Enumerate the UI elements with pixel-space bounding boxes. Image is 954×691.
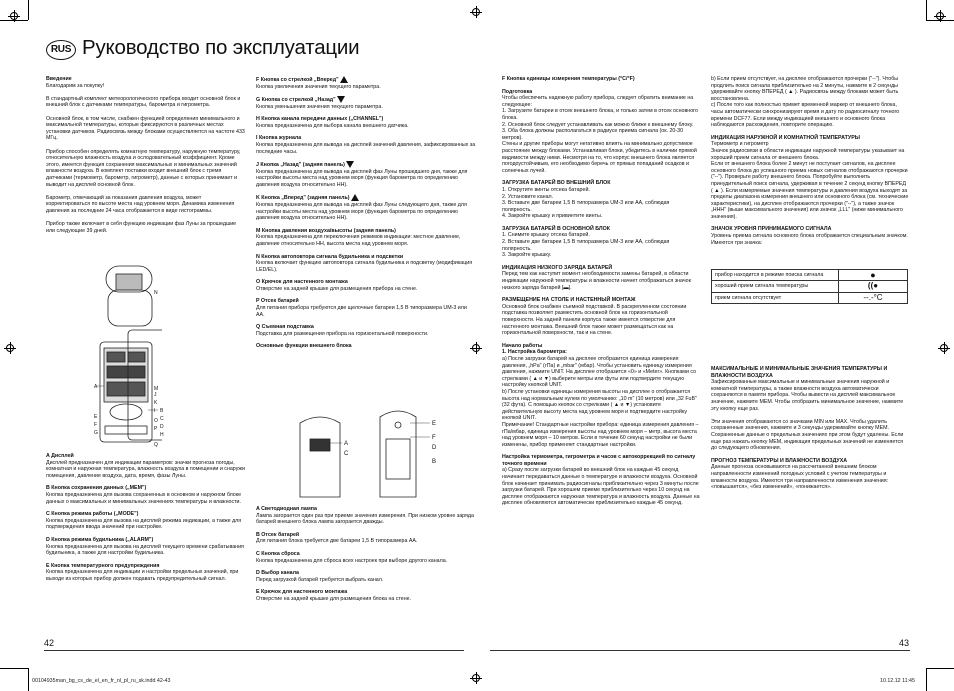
section-heading: РАЗМЕЩЕНИЕ НА СТОЛЕ И НАСТЕННЫЙ МОНТАЖ bbox=[502, 297, 636, 304]
table-row bbox=[712, 292, 908, 303]
item-text: Лампа загорается один раз при приеме значения измерения. При низком уровне заряда батарей внешнего блока лампа загорается дважды. bbox=[256, 512, 474, 526]
section-heading: ЗНАЧОК УРОВНЯ ПРИНИМАЕМОГО СИГНАЛА bbox=[711, 226, 832, 233]
section-heading: ИНДИКАЦИЯ НАРУЖНОЙ И КОМНАТНОЙ ТЕМПЕРАТУРЫ bbox=[711, 134, 860, 141]
crop-mark bbox=[28, 0, 29, 20]
item-text: Кнопка предназначена для вызова сохраненных в основном и наружном блоке данных о максимальных и минимальных значениях температуры и влажности. bbox=[46, 491, 242, 505]
item-heading: A Дисплей bbox=[46, 453, 74, 459]
figure-label: D bbox=[432, 445, 437, 451]
crop-mark bbox=[28, 668, 29, 691]
back-panel-illustration bbox=[100, 290, 162, 450]
page-rule bbox=[44, 650, 464, 651]
down-arrow-icon bbox=[346, 161, 354, 168]
section-heading: Начало работы bbox=[502, 342, 543, 349]
item-heading: D Кнопка режима будильника („ALARM") bbox=[46, 536, 154, 543]
section-heading: МАКСИМАЛЬНЫЕ И МИНИМАЛЬНЫЕ ЗНАЧЕНИЯ ТЕМПЕРАТУРЫ И ВЛАЖНОСТИ ВОЗДУХА bbox=[711, 366, 888, 379]
crop-mark bbox=[926, 20, 954, 21]
right-column-2 bbox=[711, 76, 909, 252]
section-heading: ЗАГРУЗКА БАТАРЕЙ ВО ВНЕШНИЙ БЛОК bbox=[502, 180, 611, 187]
figure-label: E bbox=[432, 421, 437, 427]
item-heading: H Кнопка канала передачи данных („CHANNEL") bbox=[256, 116, 384, 123]
item-heading: N Кнопка автоповтора сигнала будильника и подсветки bbox=[256, 253, 404, 260]
page-number-left: 42 bbox=[44, 638, 55, 648]
item-heading: K Кнопка „Вперед" (задняя панель) bbox=[256, 195, 350, 202]
crop-mark bbox=[926, 0, 927, 20]
left-column-items bbox=[46, 453, 246, 589]
item-heading: O Крючок для настенного монтажа bbox=[256, 279, 348, 286]
item-heading: A Светодиодная лампа bbox=[256, 506, 317, 512]
item-heading: J Кнопка „Назад" (задняя панель) bbox=[256, 162, 345, 169]
crop-mark bbox=[926, 668, 954, 669]
up-arrow-icon bbox=[351, 194, 359, 201]
item-text: Отверстие на задней крышке для размещения блока на стене. bbox=[256, 595, 412, 602]
table-cell: прием сигнала отсутствует bbox=[712, 292, 839, 303]
item-heading: E Крючок для настенного монтажа bbox=[256, 589, 348, 596]
figure-label: P bbox=[154, 426, 158, 432]
section-subheading: 1. Настройка барометра: bbox=[502, 349, 567, 356]
section-text: Уровень приема сигнала основного блока отображается специальным значком. Имеются три значка: bbox=[711, 233, 908, 246]
item-heading: E Кнопка температурного предупреждения bbox=[46, 562, 160, 569]
language-badge: RUS bbox=[46, 40, 76, 60]
item-heading: I Кнопка журнала bbox=[256, 135, 302, 142]
figure-label: B bbox=[160, 408, 164, 414]
item-text: Кнопка предназначена для переключения режимов индикации: местное давление, давление относительно НН, высота места над уровнем моря. bbox=[256, 234, 461, 247]
table-row bbox=[712, 270, 908, 281]
outdoor-section-heading: Основные функции внешнего блока bbox=[256, 343, 352, 350]
figure-label: C bbox=[160, 416, 164, 422]
item-heading: P Отсек батарей bbox=[256, 298, 299, 305]
item-text: Кнопка включает функцию автоповтора сигнала будильника и подсветку (модификация LED/EL). bbox=[256, 260, 473, 273]
item-text: Кнопка предназначена для вывода на дисплей фаз Луны следующего дня, также для настройки высоты места над уровнем моря (функция барометра по определению давления воздуха относительно НН). bbox=[256, 201, 467, 222]
item-heading: Q Съемная подставка bbox=[256, 324, 314, 331]
item-text: Кнопка увеличения значения текущего параметра. bbox=[256, 83, 381, 90]
item-text: Кнопка предназначена для индикации и настройки предельных значений, при выходе из которых прибор должен подавать предупредительный сигнал. bbox=[46, 569, 239, 582]
item-text: Кнопка предназначена для вывода на дисплей фаз Луны прошедшего дня, также для настройки высоты места над уровнем моря (функция барометра по определению давления воздуха относительно НН). bbox=[256, 168, 468, 188]
signal-none-icon bbox=[839, 292, 908, 303]
item-heading: M Кнопка давления воздуха/высоты (задняя панель) bbox=[256, 227, 396, 234]
crop-mark bbox=[0, 668, 28, 669]
up-arrow-icon bbox=[340, 76, 348, 83]
signal-symbol: --.-°C bbox=[863, 292, 883, 302]
right-column-1 bbox=[502, 76, 700, 513]
section-text: a) После загрузки батарей на дисплее отобразится единица измерения давления, „hPa" (гПа) и „mbar" (мбар). Чтобы установить единицу измерения давления, нажмите UNIT. На дисплее отобразится «0» и «Meter». Кнопками со стрелками ( ▲ и ▼) выберите метры или футы или подтвердите текущую настройку кнопкой UNIT. b) После установки единицы измерения высоты на дисплее о отображается высота над нормальным нулем по умолчанию: „10 m" (10 метров) или „32 FuB" (32 фута). С помощью кнопок со стрелками ( ▲ и ▼) установите действительную высоту места над уровнем моря и подтвердите настройку кнопкой UNIT. Примечание! Стандартные настройки прибора: единица измерения давления – гПа/мбар, единица измерения высоты над уровнем моря – метр, высота места над уровнем моря – 10 метров. Если в течение 60 секунд настройки не были изменены, прибор применяет стандартные настройки. bbox=[502, 355, 699, 448]
registration-mark bbox=[470, 6, 482, 18]
item-text: Кнопка предназначена для вывода на дисплей значений давления, зафиксированных за последние часы. bbox=[256, 141, 476, 155]
signal-symbol: ● bbox=[870, 270, 876, 280]
figure-label: J bbox=[154, 392, 157, 398]
section-text: Термометр и гигрометр Значок радиосвязи в области индикации наружной температуры указывает на хороший прием сигнала от внешнего блока. Если от внешнего блока более 2 минут не поступает сигналов, на дисплее основного блока до успешного приема новых сигналов отображаются прочерки ("--"). Проверьте работу внешнего блока. Попробуйте выполнить принудительный поиск сигнала, удерживая в течение 2 секунд кнопку ВПЕРЕД ( ▲ ). Если измеряемые значения температуры и давления воздуха выходят за пределы диапазона измерения внешнего или основного блока (см. технические характеристики), на дисплее отображаются прочерки ("--"), а также значок „HHH" (выше максимального значения) или значок „LLL" (ниже минимального значения). bbox=[711, 141, 909, 220]
figure-label: E bbox=[94, 414, 98, 420]
item-text: Подставка для размещения прибора на горизонтальной поверхности. bbox=[256, 330, 429, 337]
figure-label: G bbox=[94, 430, 98, 436]
signal-symbol: ((● bbox=[867, 281, 879, 291]
outdoor-items bbox=[256, 506, 476, 609]
figure-label: A bbox=[94, 384, 98, 390]
print-date: 10.12.12 11:45 bbox=[880, 678, 915, 684]
section-text: 1. Открутите винты отсека батарей. 2. Установите канал. 3. Вставьте две батареи 1,5 В типоразмера UM-3 или АА, соблюдая полярность. 4. Закройте крышку и привинтите винты. bbox=[502, 186, 670, 220]
item-text: Перед загрузкой батарей требуется выбрать канал. bbox=[256, 576, 384, 583]
section-text: Зафиксированные максимальные и минимальные значения наружной и комнатной температуры, а также влажности воздуха автоматически сохраняются в памяти прибора. Чтобы вывести на дисплей максимальное значение, нажмите MEM. Чтобы отобразить минимальное значение, нажмите эту кнопку еще раз. Эти значения отображаются со значками MIN или MAX. Чтобы удалить сохраненные значения, нажмите и 3 секунды удерживайте кнопку MEM. Сохраненные данные о предельных значениях при этом будут удалены. Если еще раз нажать кнопку MEM, индикация предельных значений не изменяется до следующего обновления. bbox=[711, 379, 904, 452]
item-text: Для питания блока требуется две батареи 1,5 В типоразмера АА. bbox=[256, 538, 418, 545]
item-text: Кнопка уменьшения значения текущего параметра. bbox=[256, 103, 383, 110]
print-file-info: 00104935man_bg_cs_de_el_en_fr_nl_pl_ru_sk.indd 42-43 bbox=[32, 678, 171, 684]
item-heading: F Кнопка единицы измерения температуры (°C/°F) bbox=[502, 76, 635, 82]
signal-search-icon bbox=[839, 270, 908, 281]
section-text: 1. Снимите крышку отсека батарей. 2. Вставьте две батареи 1,5 В типоразмера UM-3 или АА, соблюдая полярность. 3. Закройте крышку. bbox=[502, 232, 670, 259]
figure-label: M bbox=[154, 386, 159, 392]
registration-mark bbox=[938, 342, 950, 354]
section-text: Основной блок снабжен съемной подставкой. В раскрепленном состоянии подставка позволяет разместить основной блок на горизонтальной поверхности. На задней панели корпуса также имеется отверстие для настенного монтажа. Внешний блок также может размещаться как на горизонтальной поверхности, так и на стене. bbox=[502, 303, 687, 337]
figure-label: A bbox=[344, 441, 349, 447]
item-text: Дисплей предназначен для индикации параметров: значки прогноза погоды, комнатная и наружная температура, влажность воздуха в помещении и снаружи помещения, давление воздуха, дата, время, фазы Луны. bbox=[46, 459, 245, 479]
section-heading: Настройка термометра, гигрометра и часов с автокоррекцией по сигналу точного времени bbox=[502, 454, 696, 467]
figure-label: N bbox=[154, 290, 158, 296]
crop-mark bbox=[926, 668, 927, 691]
figure-label: O bbox=[154, 418, 158, 424]
item-heading: B Кнопка сохранения данных („MEM") bbox=[46, 485, 147, 492]
item-text: Кнопка предназначена для сброса всех настроек при выборе другого канала. bbox=[256, 557, 448, 564]
intro-heading: Введение bbox=[46, 76, 72, 82]
item-text: Кнопка предназначена для выбора канала внешнего датчика. bbox=[256, 122, 409, 129]
page-title: Руководство по эксплуатации bbox=[82, 36, 360, 59]
item-text: Кнопка предназначена для вызова на дисплей режима индикации, а также для подтверждения ввода значений при настройке. bbox=[46, 517, 242, 531]
page-number-right: 43 bbox=[899, 638, 910, 648]
left-column bbox=[46, 76, 246, 240]
section-text: Перед тем как наступит момент необходимости замены батарей, в области индикации наружной температуры и влажности начнет отображаться значок низкого заряда батарей [▬]. bbox=[502, 271, 691, 291]
figure-label: C bbox=[344, 451, 349, 457]
figure-label: I bbox=[154, 408, 156, 414]
section-heading: Подготовка bbox=[502, 88, 533, 95]
section-heading: ЗАГРУЗКА БАТАРЕЙ В ОСНОВНОЙ БЛОК bbox=[502, 225, 610, 232]
figure-label: F bbox=[94, 422, 98, 428]
figure-label: K bbox=[154, 400, 158, 406]
signal-level-table bbox=[711, 269, 908, 304]
table-cell: хороший прием сигнала температуры bbox=[712, 281, 839, 292]
table-cell: прибор находится в режиме поиска сигнала bbox=[712, 270, 839, 281]
item-heading: C Кнопка режима работы („MODE") bbox=[46, 511, 139, 518]
registration-mark bbox=[4, 342, 16, 354]
item-text: Кнопка предназначена для вызова на дисплей текущего времени срабатывания будильника, а также для настройки будильника. bbox=[46, 543, 244, 557]
down-arrow-icon bbox=[337, 96, 345, 103]
item-heading: D Выбор канала bbox=[256, 570, 299, 577]
item-heading: G Кнопка со стрелкой „Назад" bbox=[256, 97, 336, 103]
section-text: b) Если прием отсутствует, на дисплее отображаются прочерки ("--"). Чтобы продлить поиск сигнала приблизительно на 2 минуты, нажмите в 2 секунды удерживайте кнопку ВПЕРЕД ( ▲ ). Радиосвязь между блоками может быть восстановлена. c) После того как полностью примет временной маркер от внешнего блока, часы автоматически синхронизируют время и дату по радиосигналу точного времени DCF77. Если между индикацией внешнего и основного блока наблюдаются расхождения, повторите операцию. bbox=[711, 76, 900, 129]
crop-mark bbox=[0, 20, 28, 21]
item-heading: F Кнопка со стрелкой „Вперед" bbox=[256, 76, 339, 83]
page-rule bbox=[490, 650, 910, 651]
item-heading: B Отсек батарей bbox=[256, 531, 300, 538]
figure-label: F bbox=[432, 435, 436, 441]
item-text: Отверстие на задней крышке для размещения прибора на стене. bbox=[256, 285, 418, 292]
intro-text: Благодарим за покупку! В стандартный комплект метеорологического прибора входит основной блок и внешний блок с датчиками температуры, барометра и гигрометра. Основной блок, в том числе, снабжен функцией определения минимального и максимальной температуры, которые фиксируются в различных местах установки датчиков. Радиосвязь между блоками осуществляется на частоте 433 МГц. Прибор способен определять комнатную температуру, наружную температуру, относительную влажность воздуха и ослодовательный коэффициент. Кроме этого, имеется функция сохранения максимальных и минимальных значений влажности воздуха. В комплект поставки входит внешний блок с тремя датчиками (термометр, барометр, гигрометр), данные с которых принимает и выводит на дисплей основной блок. Барометр, отвечающий за показания давления воздуха, может корректироваться по высоте места над уровнем моря. Динамика изменения давления за последние 24 часа отображается в виде гистограммы. Прибор также включает в себя функцию индикации фаз Луны за прошедшие или следующие 39 дней. bbox=[46, 82, 245, 234]
figure-label: H bbox=[160, 432, 164, 438]
figure-label: D bbox=[160, 424, 164, 430]
section-text: Данные прогноза основываются на рассчитанной внешним блоком направленности изменений погодных условий с учетом температуры и влажности воздуха. Имеются три направленности изменения значения: «повышается», «без изменений», «понижается». bbox=[711, 464, 889, 491]
outdoor-sensor-illustration bbox=[280, 405, 450, 505]
section-heading: ПРОГНОЗ ТЕМПЕРАТУРЫ И ВЛАЖНОСТИ ВОЗДУХА bbox=[711, 457, 848, 464]
section-text: Чтобы обеспечить надежную работу прибора, следует обратить внимание на следующее: 1. Загрузите батареи в отсек внешнего блока, и только затем в отсек основного блока. 2. Основной блок следует устанавливать как можно ближе к внешнему блоку. 3. Оба блока должны располагаться в радиусе приема сигнала (ок. 20-30 метров). Стены и другие приборы могут негативно влиять на минимально допустимое расстояние между блоками. Устанавливая блоки, убедитесь в наличии прямой видимости между ними. Несмотря на то, что корпус внешнего блока является погодоустойчивым, его необходимо беречь от прямых попаданий осадков и солнечных лучей. bbox=[502, 95, 698, 174]
figure-label: Q bbox=[154, 442, 158, 448]
item-heading: C Кнопка сброса bbox=[256, 550, 300, 557]
right-column-2-lower bbox=[711, 366, 909, 497]
middle-column bbox=[256, 76, 476, 356]
signal-good-icon bbox=[839, 281, 908, 292]
table-row bbox=[712, 281, 908, 292]
registration-mark bbox=[470, 672, 482, 684]
section-heading: ИНДИКАЦИЯ НИЗКОГО ЗАРЯДА БАТАРЕЙ bbox=[502, 264, 613, 271]
item-text: Для питания прибора требуются две щелочные батареи 1,5 В типоразмера UM-3 или АА. bbox=[256, 305, 467, 318]
figure-label: B bbox=[432, 459, 437, 465]
section-text: a) Сразу после загрузки батарей во внешний блок на каждые 45 секунд начинает передаваться данные о температуре и влажности воздуха. Основной блок начинает принимать радиосигналы приблизительно через 3 минуты после загрузки батарей. При хорошем приеме приблизительно через 10 секунд на дисплее отображаются наружная температура и влажность воздуха. Данные на дисплее обновляются автоматически приблизительно каждые 45 секунд. bbox=[502, 467, 700, 507]
